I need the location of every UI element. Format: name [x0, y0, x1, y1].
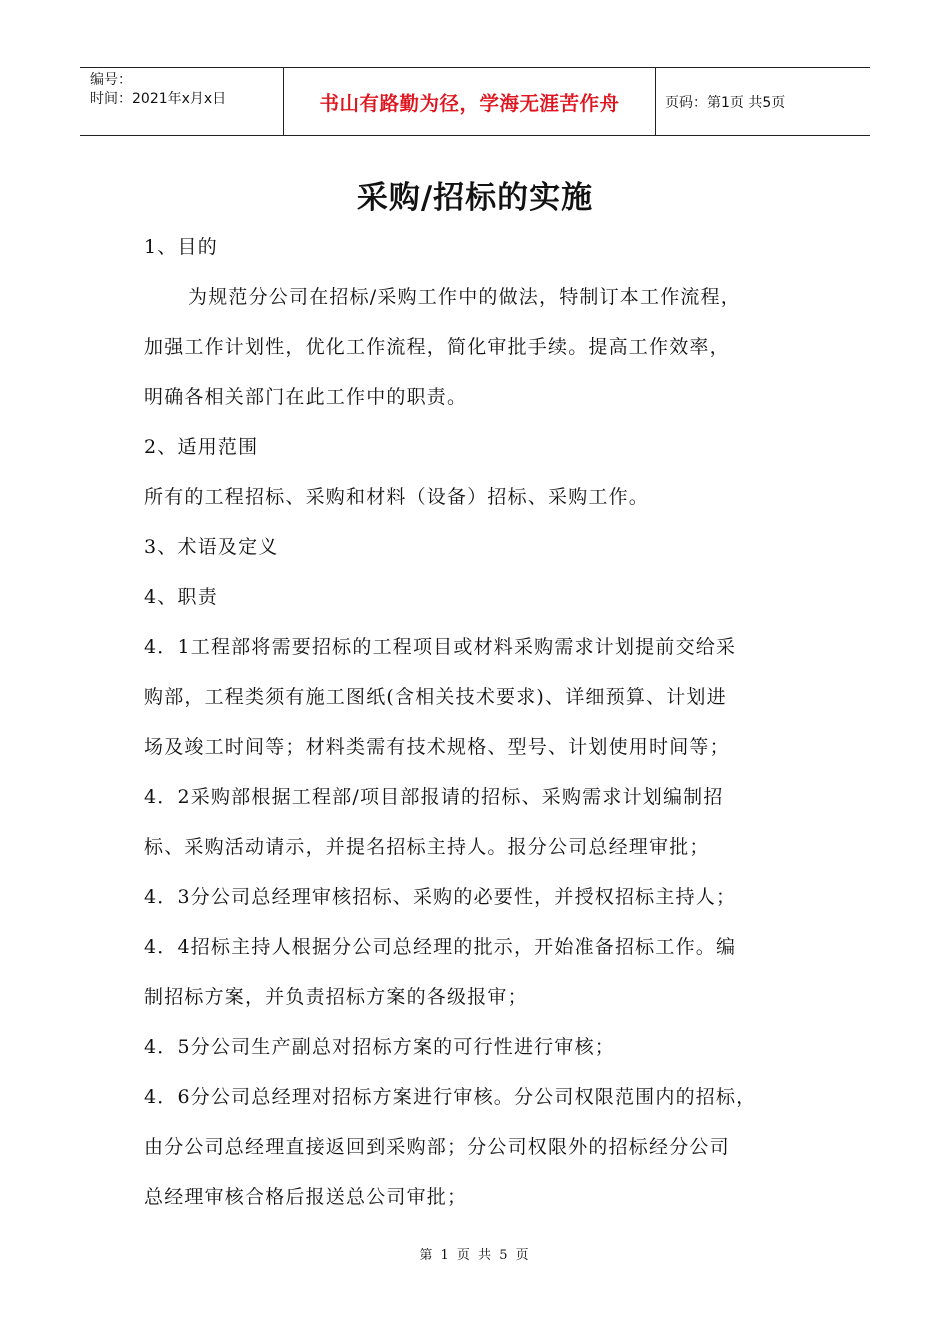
paragraph-line: 4．4招标主持人根据分公司总经理的批示，开始准备招标工作。编: [144, 936, 737, 958]
section-heading: 4、职责: [144, 586, 218, 608]
page-footer: 第 1 页 共 5 页: [419, 1248, 531, 1263]
paragraph-line: 总经理审核合格后报送总公司审批；: [144, 1186, 468, 1208]
paragraph-line: 4．3分公司总经理审核招标、采购的必要性，并授权招标主持人；: [144, 886, 737, 908]
paragraph-line: 4．2采购部根据工程部/项目部报请的招标、采购需求计划编制招: [144, 786, 724, 808]
paragraph-line: 4．5分公司生产副总对招标方案的可行性进行审核；: [144, 1036, 615, 1058]
header-motto: 书山有路勤为径，学海无涯苦作舟: [283, 68, 656, 135]
header-table: [80, 67, 870, 136]
paragraph-line: 所有的工程招标、采购和材料（设备）招标、采购工作。: [144, 486, 650, 508]
paragraph-line: 为规范分公司在招标/采购工作中的做法，特制订本工作流程，: [188, 286, 742, 308]
header-left-cell: [80, 68, 283, 135]
paragraph-line: 标、采购活动请示，并提名招标主持人。报分公司总经理审批；: [144, 836, 710, 858]
section-heading: 1、目的: [144, 236, 218, 258]
paragraph-line: 明确各相关部门在此工作中的职责。: [144, 386, 468, 408]
document-time-label: 时间：2021年x月x日: [90, 91, 227, 107]
document-body: [144, 222, 834, 1222]
section-heading: 3、术语及定义: [144, 536, 279, 558]
document-title: 采购/招标的实施: [356, 180, 594, 216]
section-heading: 2、适用范围: [144, 436, 259, 458]
paragraph-line: 制招标方案，并负责招标方案的各级报审；: [144, 986, 528, 1008]
header-page-info: 页码：第1页 共5页: [665, 94, 786, 111]
paragraph-line: 4．1工程部将需要招标的工程项目或材料采购需求计划提前交给采: [144, 636, 737, 658]
paragraph-line: 购部，工程类须有施工图纸(含相关技术要求)、详细预算、计划进: [144, 686, 727, 708]
paragraph-line: 场及竣工时间等；材料类需有技术规格、型号、计划使用时间等；: [144, 736, 730, 758]
paragraph-line: 加强工作计划性，优化工作流程，简化审批手续。提高工作效率，: [144, 336, 730, 358]
paragraph-line: 由分公司总经理直接返回到采购部；分公司权限外的招标经分公司: [144, 1136, 730, 1158]
paragraph-line: 4．6分公司总经理对招标方案进行审核。分公司权限范围内的招标，: [144, 1086, 757, 1108]
document-number-label: 编号：: [90, 72, 132, 88]
